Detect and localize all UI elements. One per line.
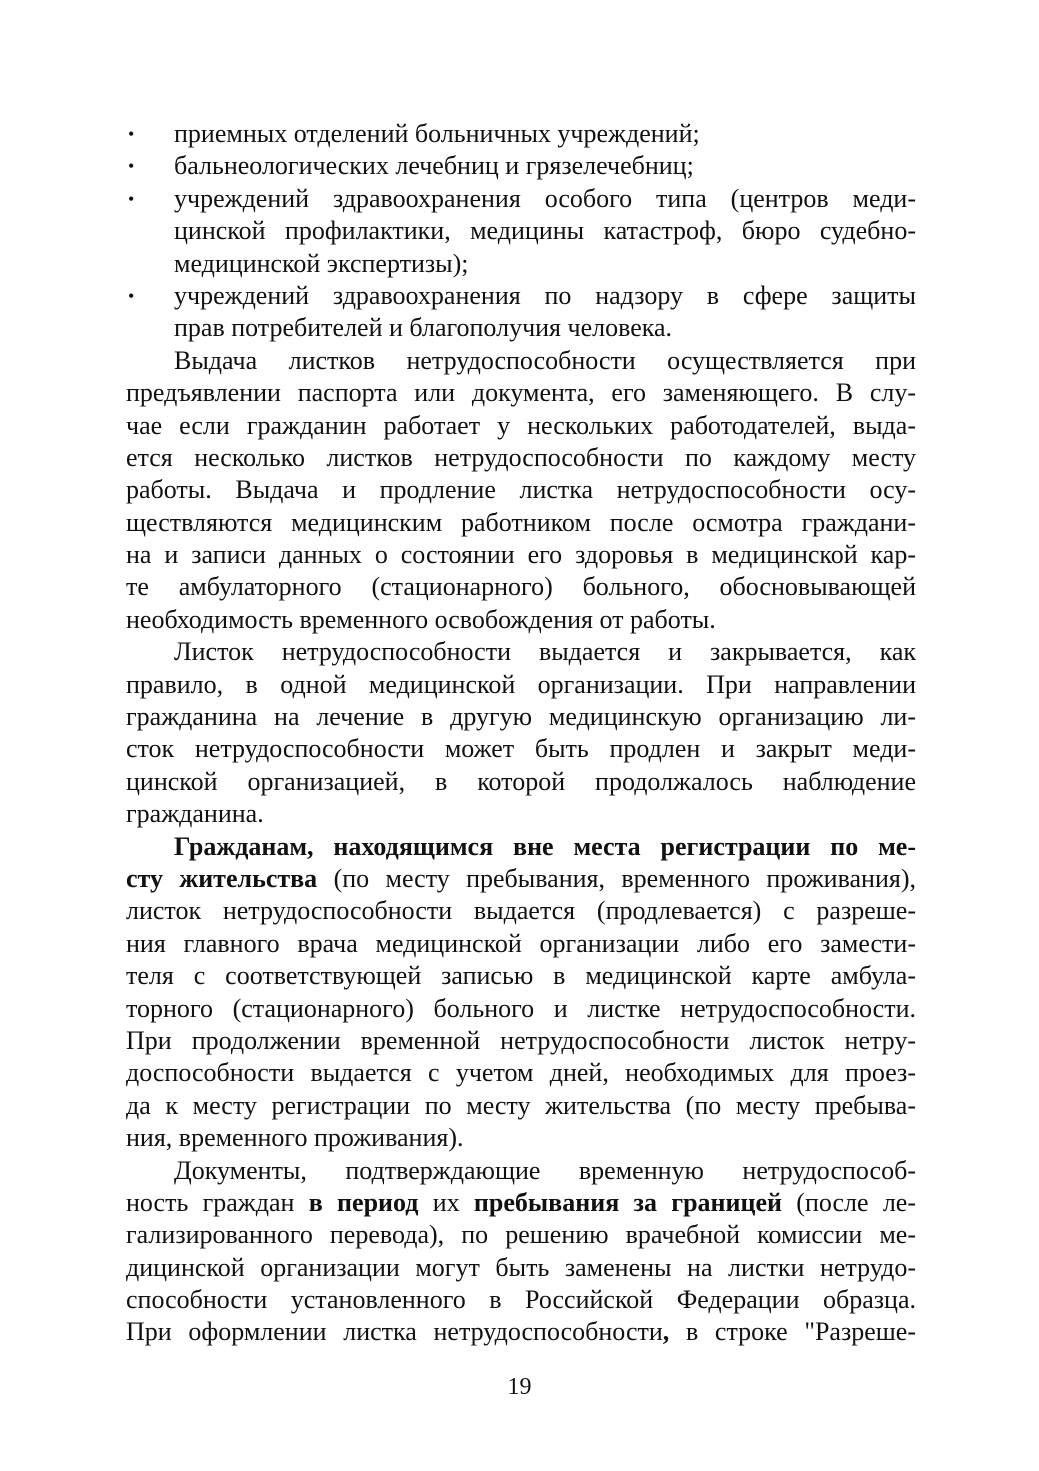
bullet-item	[126, 280, 916, 345]
text-run: При оформлении листка нетрудоспособности	[126, 1317, 663, 1347]
bold-phrase: в период	[308, 1187, 419, 1217]
paragraph-line: теля с соответствующей записью в медицинской карте амбула-	[126, 961, 916, 991]
paragraph-line: ния главного врача медицинской организации либо его замести-	[126, 928, 916, 958]
paragraph-line: Выдача листков нетрудоспособности осуществляется при	[174, 345, 916, 375]
text-run: их	[418, 1187, 474, 1217]
paragraph-line: ществляются медицинским работником после осмотра граждани-	[126, 507, 916, 537]
paragraph-line: При продолжении временной нетрудоспособности листок нетру-	[126, 1025, 916, 1055]
paragraph-line: дицинской организации могут быть заменены на листки нетрудо-	[126, 1252, 916, 1282]
paragraph-line: ется несколько листков нетрудоспособности по каждому месту	[126, 442, 916, 472]
paragraph-abroad	[126, 1155, 916, 1349]
paragraph-line: торного (стационарного) больного и листке нетрудоспособности.	[126, 993, 916, 1023]
bold-phrase: сту жительства	[126, 863, 318, 893]
bold-comma: ,	[662, 1317, 670, 1347]
text-run: в строке "Разреше-	[669, 1317, 916, 1347]
text-run: (после ле-	[782, 1187, 917, 1217]
bullet-item	[126, 118, 916, 150]
bullet-item	[126, 150, 916, 182]
bullet-line: медицинской экспертизы);	[174, 248, 469, 278]
paragraph-line	[126, 831, 916, 863]
bullet-icon: •	[128, 124, 135, 144]
paragraph-line: необходимость временного освобождения от работы.	[126, 604, 716, 634]
text-run: (по месту пребывания, временного проживания),	[317, 863, 916, 893]
bullet-line: цинской профилактики, медицины катастроф, бюро судебно-	[174, 216, 916, 246]
bullet-icon: •	[128, 285, 135, 306]
bullet-item	[126, 183, 916, 280]
bullet-line: приемных отделений больничных учреждений;	[174, 119, 700, 148]
paragraph-line: работы. Выдача и продление листка нетрудоспособности осу-	[126, 475, 916, 505]
bullet-icon: •	[128, 156, 135, 177]
page-number: 19	[507, 1374, 532, 1400]
paragraph-line: правило, в одной медицинской организации. При направлении	[126, 669, 916, 699]
bullet-line: прав потребителей и благополучия человека.	[174, 313, 673, 343]
paragraph-passport	[126, 345, 916, 637]
bullet-icon: •	[128, 188, 135, 209]
paragraph-line: листок нетрудоспособности выдается (продлевается) с разреше-	[126, 896, 916, 926]
bullet-line: учреждений здравоохранения по надзору в сфере защиты	[174, 280, 916, 310]
paragraph-single-organization	[126, 636, 916, 830]
paragraph-line: гражданина.	[126, 799, 264, 829]
paragraph-line	[126, 1187, 916, 1219]
paragraph-line: Документы, подтверждающие временную нетрудоспособ-	[174, 1155, 916, 1185]
paragraph-line: те амбулаторного (стационарного) больного, обосновывающей	[126, 572, 916, 602]
bold-phrase: пребывания за границей	[473, 1187, 782, 1217]
paragraph-line: гражданина на лечение в другую медицинскую организацию ли-	[126, 702, 916, 732]
bullet-line: учреждений здравоохранения особого типа (центров меди-	[174, 183, 916, 213]
paragraph-outside-residence	[126, 831, 916, 1155]
paragraph-line: да к месту регистрации по месту жительства (по месту пребыва-	[126, 1090, 916, 1120]
paragraph-line: способности установленного в Российской Федерации образца.	[126, 1285, 916, 1315]
paragraph-line	[126, 863, 916, 895]
paragraph-line	[126, 1316, 916, 1348]
paragraph-line: доспособности выдается с учетом дней, необходимых для проез-	[126, 1058, 916, 1088]
paragraph-line: Листок нетрудоспособности выдается и закрывается, как	[174, 637, 916, 667]
text-run: ность граждан	[126, 1187, 309, 1217]
paragraph-line: ния, временного проживания).	[126, 1123, 464, 1153]
paragraph-line: чае если гражданин работает у нескольких работодателей, выда-	[126, 410, 916, 440]
bold-phrase: Гражданам, находящимся вне места регистрации по ме-	[174, 831, 916, 861]
main-text	[126, 118, 916, 1349]
paragraph-line: гализированного перевода), по решению врачебной комиссии ме-	[126, 1220, 916, 1250]
paragraph-line: на и записи данных о состоянии его здоровья в медицинской кар-	[126, 540, 916, 570]
paragraph-line: сток нетрудоспособности может быть продлен и закрыт меди-	[126, 734, 916, 764]
paragraph-line: цинской организацией, в которой продолжалось наблюдение	[126, 766, 916, 796]
bullet-line: бальнеологических лечебниц и грязелечебниц;	[174, 151, 694, 181]
paragraph-line: предъявлении паспорта или документа, его заменяющего. В слу-	[126, 378, 916, 408]
